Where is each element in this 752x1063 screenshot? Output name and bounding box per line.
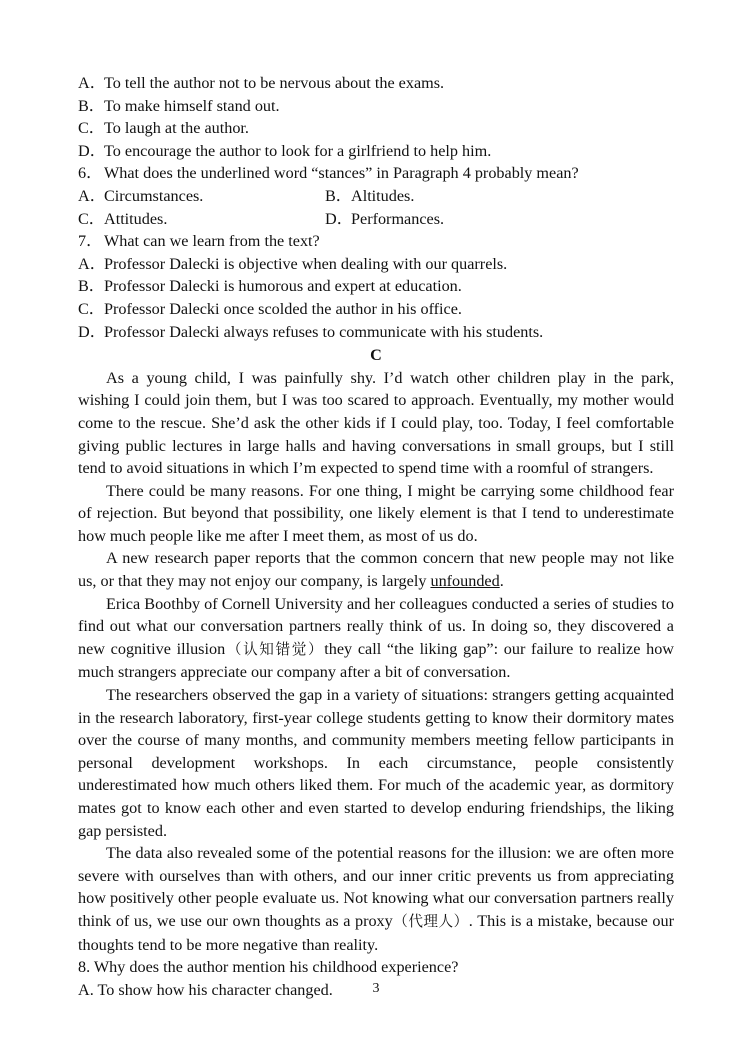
document-page bbox=[78, 72, 674, 999]
option-row bbox=[78, 321, 674, 344]
option-row bbox=[78, 117, 674, 140]
option-row bbox=[78, 72, 674, 95]
option-row bbox=[78, 140, 674, 163]
option-label: B． bbox=[78, 96, 105, 115]
option-label: A． bbox=[78, 186, 106, 205]
option-label: A． bbox=[78, 74, 106, 92]
paragraph-4-text-after: they call “the liking gap”: our failure to realize how much strangers appreciate our company after a bit of conversation. bbox=[78, 639, 674, 682]
question-7-stem bbox=[78, 230, 674, 253]
option-label: D． bbox=[78, 141, 106, 160]
gloss-cognitive-illusion: （认知错觉） bbox=[225, 640, 325, 658]
paragraph-6-text-before: The data also revealed some of the potential reasons for the illusion: we are often more severe with ourselves than with others, and our inner critic prevents us from appreciating how positively other people evaluate us. Not knowing what our conversation partners really think of us, we use our own thoughts as a proxy bbox=[78, 844, 674, 930]
passage-paragraph-1: As a young child, I was painfully shy. I’d watch other children play in the park, wishing I could join them, but I was too scared to approach. Eventually, my mother would come to the rescue. She’d ask the other kids if I could play, too. Today, I feel comfortable giving public lectures in large halls and having conversations in small groups, but I still tend to avoid situations in which I’m expected to spend time with a roomful of strangers. bbox=[78, 368, 674, 478]
question-6-stem bbox=[78, 162, 674, 185]
option-text: Performances. bbox=[351, 209, 445, 228]
option-text: Professor Dalecki is objective when dealing with our quarrels. bbox=[104, 254, 508, 273]
paragraph-3-text-before: A new research paper reports that the common concern that new people may not like us, or that they may not enjoy our company, is largely bbox=[78, 549, 674, 591]
question-8-stem: 8. Why does the author mention his childhood experience? bbox=[78, 958, 459, 977]
passage-paragraph-2: There could be many reasons. For one thing, I might be carrying some childhood fear of rejection. But beyond that possibility, one likely element is that I tend to underestimate how much people like me after I meet them, as most of us do. bbox=[78, 481, 674, 545]
paragraph-6-text-after: . This is a mistake, because our thoughts tend to be more negative than reality. bbox=[78, 911, 674, 954]
option-text: Circumstances. bbox=[104, 186, 204, 205]
question-text: What does the underlined word “stances” in Paragraph 4 probably mean? bbox=[104, 164, 579, 183]
option-c bbox=[78, 208, 167, 231]
option-text: To tell the author not to be nervous about the exams. bbox=[104, 74, 445, 92]
option-label: B． bbox=[78, 277, 105, 296]
option-row bbox=[78, 275, 674, 298]
option-label: A． bbox=[78, 254, 106, 273]
option-label: B． bbox=[325, 186, 352, 205]
option-label: C． bbox=[78, 299, 105, 318]
option-label: D． bbox=[78, 322, 106, 341]
option-row-pair bbox=[78, 185, 674, 208]
option-row bbox=[78, 95, 674, 118]
option-text: To encourage the author to look for a girlfriend to help him. bbox=[104, 141, 492, 160]
question-text: What can we learn from the text? bbox=[104, 232, 320, 251]
option-row bbox=[78, 253, 674, 276]
passage-paragraph-5: The researchers observed the gap in a variety of situations: strangers getting acquainted in the research laboratory, first-year college students getting to know their dormitory mates over the course of many months, and community members meeting fellow participants in personal development workshops. In each circumstance, people consistently underestimated how much others liked them. For much of the academic year, as dormitory mates got to know each other and even started to develop enduring friendships, the liking gap persisted. bbox=[78, 686, 674, 840]
passage-paragraph-4 bbox=[78, 593, 674, 684]
option-label: C． bbox=[78, 209, 105, 228]
option-d bbox=[325, 208, 444, 231]
page-number: 3 bbox=[372, 981, 380, 996]
passage-paragraph-3 bbox=[78, 547, 674, 592]
option-text: To make himself stand out. bbox=[104, 96, 280, 115]
passage-paragraph-6 bbox=[78, 842, 674, 956]
paragraph-3-text-after: . bbox=[499, 572, 504, 591]
option-a bbox=[78, 185, 203, 208]
option-text: Altitudes. bbox=[351, 186, 415, 205]
section-heading: C bbox=[370, 346, 382, 365]
option-text: Professor Dalecki once scolded the author in his office. bbox=[104, 299, 462, 318]
option-row-pair bbox=[78, 208, 674, 231]
option-text: To laugh at the author. bbox=[104, 119, 249, 138]
question-number: 7． bbox=[78, 232, 103, 251]
option-text: Attitudes. bbox=[104, 209, 168, 228]
option-b bbox=[325, 185, 414, 208]
gloss-proxy: （代理人） bbox=[392, 912, 469, 930]
underlined-word-unfounded: unfounded bbox=[430, 572, 500, 591]
option-text: Professor Dalecki always refuses to communicate with his students. bbox=[104, 322, 544, 341]
paragraph-4-text-before: Erica Boothby of Cornell University and her colleagues conducted a series of studies to find out what our conversation partners really think of us. In doing so, they discovered a new cognitive illusion bbox=[78, 594, 674, 658]
question-8-option-a: A. To show how his character changed. bbox=[78, 980, 333, 999]
option-text: Professor Dalecki is humorous and expert at education. bbox=[104, 277, 462, 296]
option-row bbox=[78, 298, 674, 321]
question-number: 6． bbox=[78, 164, 103, 183]
option-label: C． bbox=[78, 119, 105, 138]
option-label: D． bbox=[325, 209, 353, 228]
